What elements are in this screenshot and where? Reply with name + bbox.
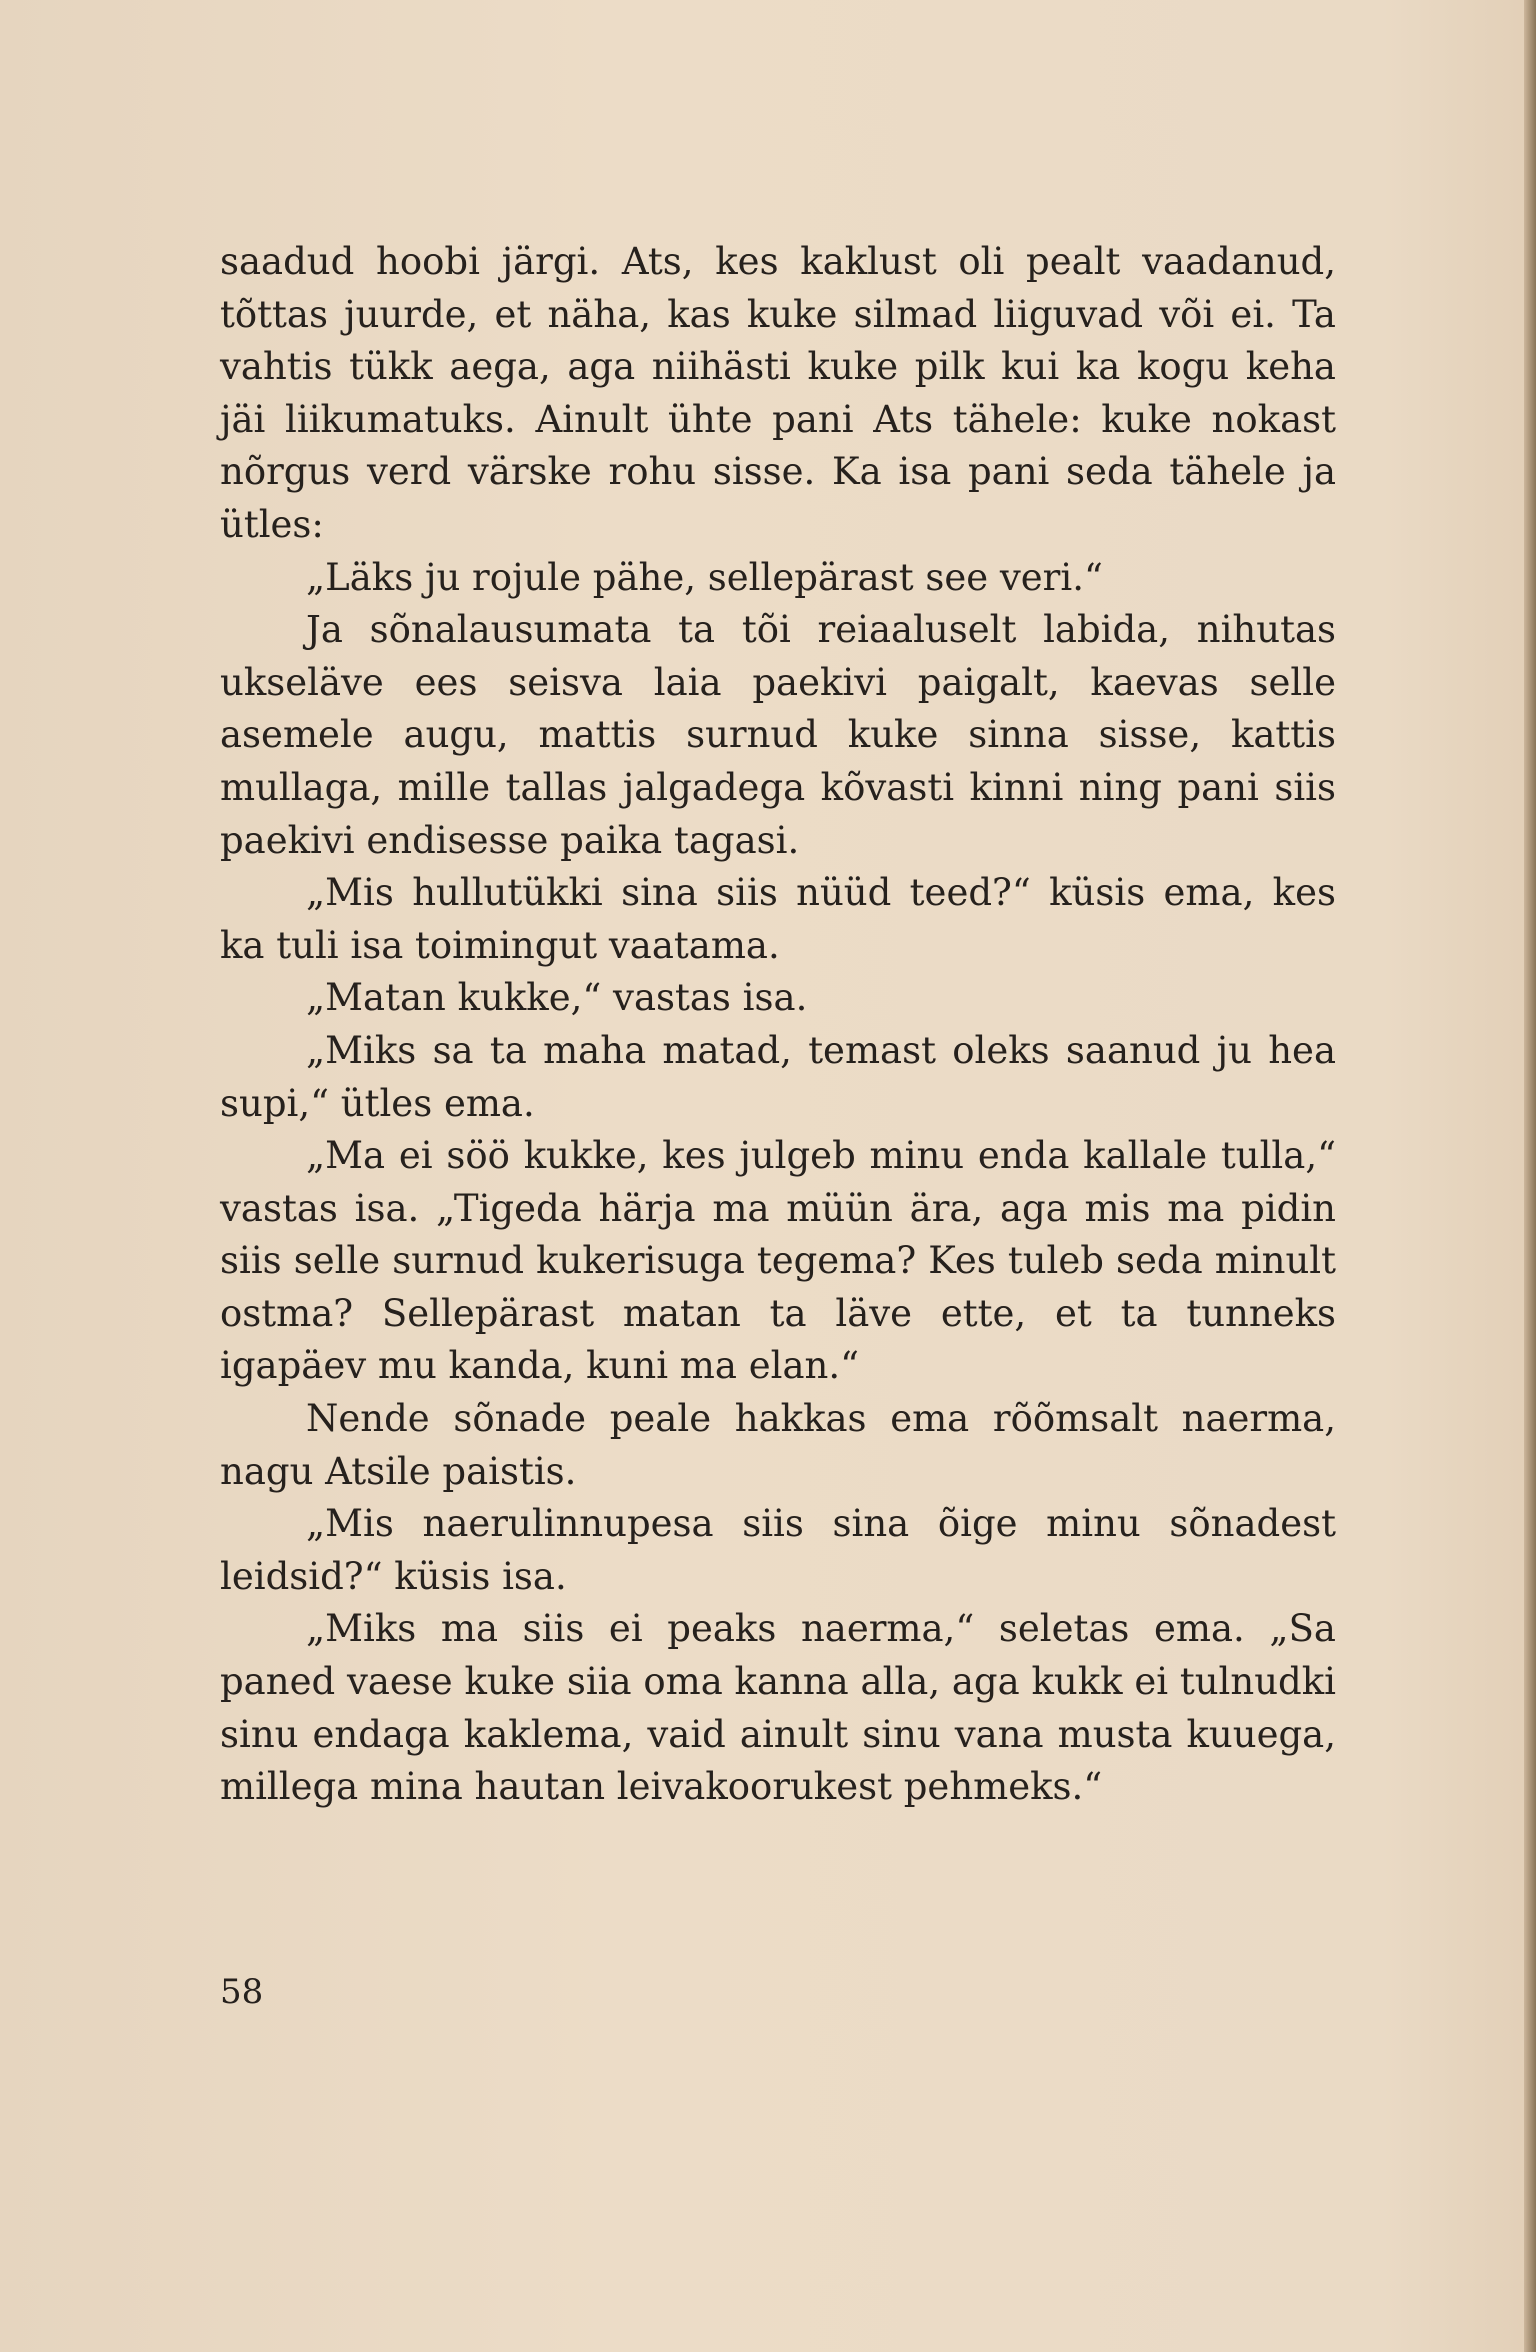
paragraph: saadud hoobi järgi. Ats, kes kaklust oli pealt vaadanud, tõttas juurde, et näha, kas kuke silmad liiguvad või ei. Ta vahtis tükk aega, aga niihästi kuke pilk kui ka kogu keha jäi liikumatuks. Ainult ühte pani Ats tähele: kuke nokast nõrgus verd värske rohu sisse. Ka isa pani seda tähele ja ütles: xyxy=(220,240,1336,546)
paragraph: „Läks ju rojule pähe, sellepärast see veri.“ xyxy=(306,555,1103,599)
paragraph: „Ma ei söö kukke, kes julgeb minu enda kallale tulla,“ vastas isa. „Tigeda härja ma müün ära, aga mis ma pidin siis selle surnud kukerisuga tegema? Kes tuleb seda minult ostma? Sellepärast matan ta läve ette, et ta tunneks igapäev mu kanda, kuni ma elan.“ xyxy=(220,1134,1336,1388)
paragraph: „Matan kukke,“ vastas isa. xyxy=(306,976,808,1020)
paragraph: „Miks sa ta maha matad, temast oleks saanud ju hea supi,“ ütles ema. xyxy=(220,1028,1336,1125)
paragraph: „Miks ma siis ei peaks naerma,“ seletas ema. „Sa paned vaese kuke siia oma kanna alla, aga kukk ei tulnudki sinu endaga kaklema, vaid ainult sinu vana musta kuuega, millega mina hautan leivakoorukest pehmeks.“ xyxy=(220,1607,1336,1809)
paragraph: Ja sõnalausumata ta tõi reiaaluselt labida, nihutas ukseläve ees seisva laia paekivi paigalt, kaevas selle asemele augu, mattis surnud kuke sinna sisse, kattis mullaga, mille tallas jalgadega kõvasti kinni ning pani siis paekivi endisesse paika tagasi. xyxy=(220,608,1336,862)
paragraph: „Mis hullutükki sina siis nüüd teed?“ küsis ema, kes ka tuli isa toimingut vaatama. xyxy=(220,871,1336,967)
page-edge xyxy=(1524,0,1536,2352)
paragraph: Nende sõnade peale hakkas ema rõõmsalt naerma, nagu Atsile paistis. xyxy=(220,1397,1336,1493)
paragraph: „Mis naerulinnupesa siis sina õige minu sõnadest leidsid?“ küsis isa. xyxy=(220,1502,1336,1598)
body-text xyxy=(220,236,1336,1814)
page-number: 58 xyxy=(220,1972,264,2012)
